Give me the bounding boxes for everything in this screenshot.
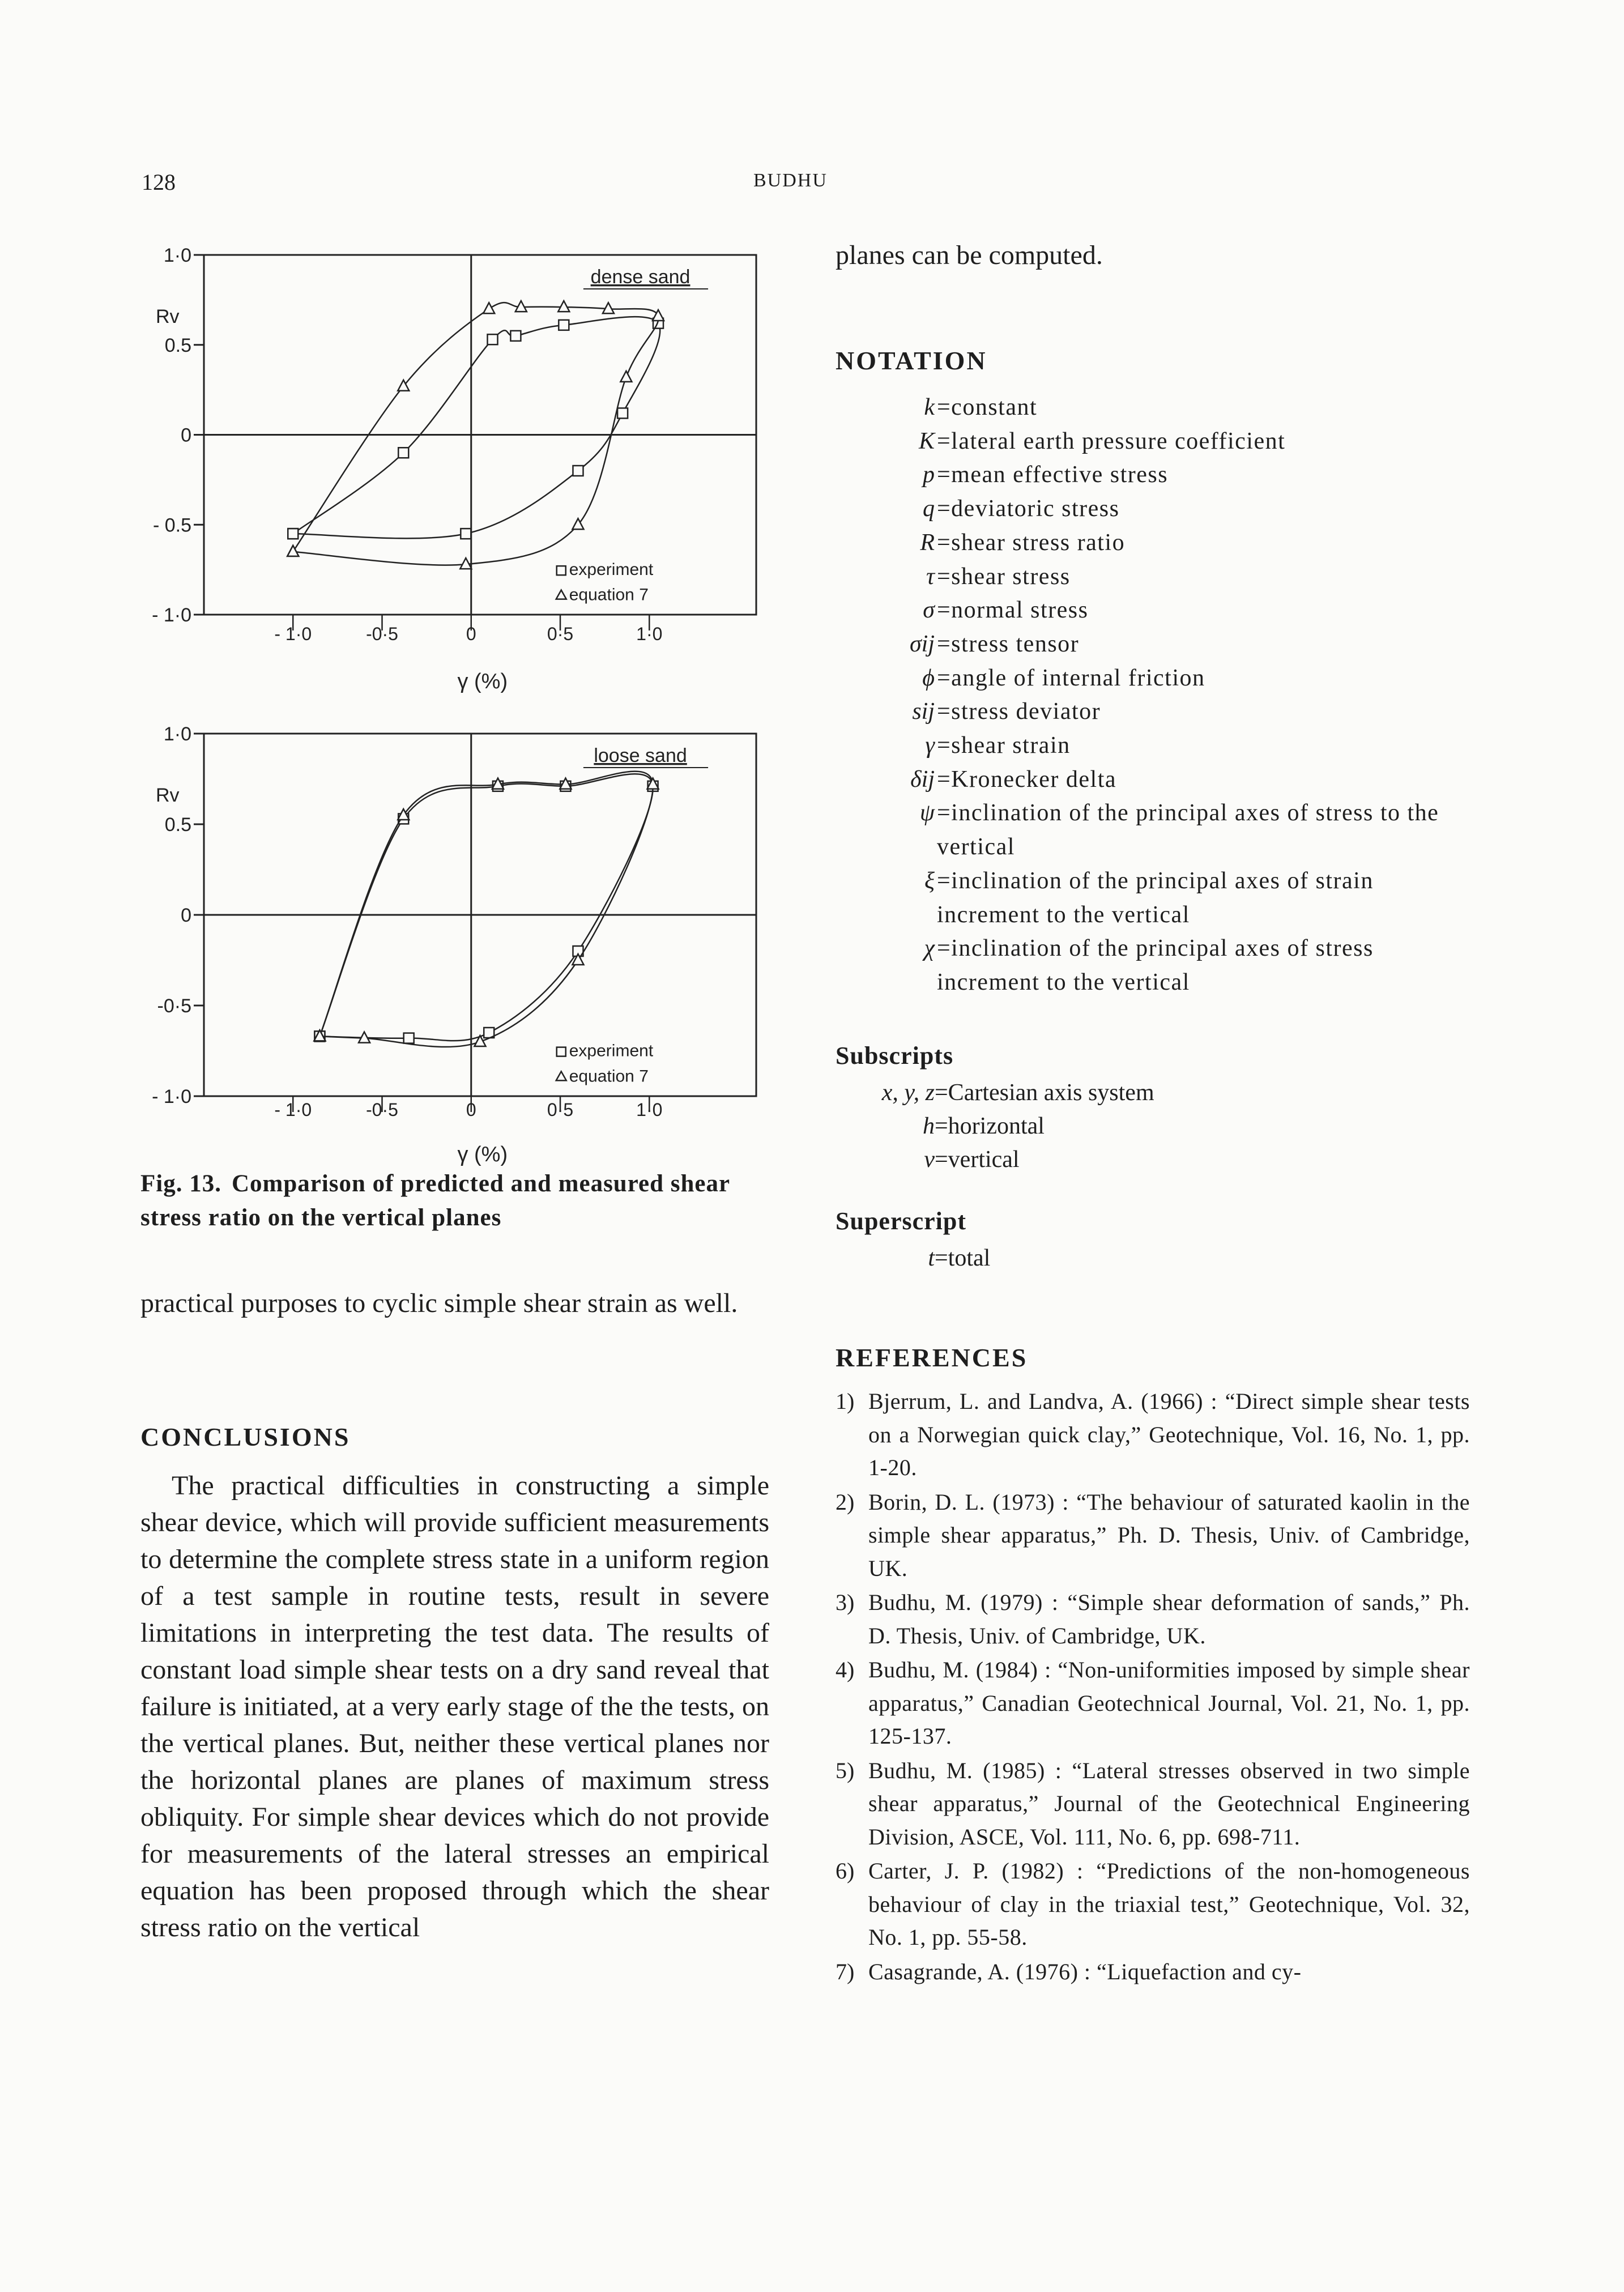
chart1-point-equation7 — [483, 303, 495, 313]
list-item — [836, 492, 1493, 526]
list-item — [836, 458, 1493, 492]
reference-text: Casagrande, A. (1976) : “Liquefaction and cy- — [868, 1958, 1302, 1984]
chart1-legend-square-icon — [557, 566, 566, 575]
definition: =shear stress — [937, 563, 1071, 590]
symbol: ξ — [924, 867, 935, 894]
definition: =inclination of the principal axes of strain increment to the vertical — [937, 867, 1374, 928]
reference-text: Bjerrum, L. and Landva, A. (1966) : “Direct simple shear tests on a Norwegian quick clay,” Geotechnique, Vol. 16, No. 1, pp. 1-20. — [868, 1388, 1470, 1480]
chart2-x-tick-label: 1·0 — [636, 1100, 663, 1120]
chart1-series-experiment-line — [293, 317, 660, 538]
list-item — [836, 729, 1493, 763]
chart1-legend-equation7: equation 7 — [569, 585, 649, 604]
chart1-point-experiment — [573, 466, 583, 476]
list-item — [836, 932, 1493, 999]
definition: =deviatoric stress — [937, 496, 1120, 522]
reference-text: Budhu, M. (1979) : “Simple shear deformation of sands,” Ph. D. Thesis, Univ. of Cambridge, UK. — [868, 1590, 1470, 1648]
definition: =Cartesian axis system — [935, 1080, 1154, 1106]
conclusions-heading: CONCLUSIONS — [140, 1422, 351, 1451]
reference-number: 5) — [836, 1757, 855, 1783]
figure-caption-text: Comparison of predicted and measured shear stress ratio on the vertical planes — [140, 1170, 730, 1231]
list-item — [836, 662, 1493, 696]
list-item — [836, 695, 1493, 729]
symbol: σ — [923, 597, 935, 624]
symbol: t — [928, 1245, 935, 1271]
references-heading: REFERENCES — [836, 1343, 1028, 1372]
definition: =constant — [937, 394, 1038, 420]
chart2-y-tick-label: - 1·0 — [152, 1086, 191, 1107]
chart2-y-tick-label: -0·5 — [157, 995, 191, 1017]
symbol: R — [920, 529, 935, 556]
chart1-point-equation7 — [620, 371, 632, 382]
chart1-y-tick-label: 0 — [181, 424, 191, 446]
symbol: v — [924, 1147, 935, 1173]
chart2-series-experiment-line — [319, 774, 653, 1041]
chart1-point-experiment — [488, 334, 498, 344]
symbol: x, y, z — [881, 1080, 935, 1106]
reference-text: Budhu, M. (1985) : “Lateral stresses observed in two simple shear apparatus,” Journal of the Geotechnical Engineering Division, ASCE, Vol. 111, No. 6, pp. 698-711. — [868, 1757, 1470, 1850]
running-head: BUDHU — [753, 170, 828, 191]
list-item — [836, 560, 1493, 594]
reference-item — [836, 1754, 1470, 1854]
chart1-point-experiment — [288, 529, 298, 539]
symbol: q — [923, 496, 935, 522]
chart1-point-experiment — [617, 408, 628, 418]
chart1-x-label: γ (%) — [457, 670, 508, 693]
reference-number: 6) — [836, 1858, 855, 1884]
chart2-x-tick-label: -0·5 — [366, 1100, 398, 1120]
reference-text: Borin, D. L. (1973) : “The behaviour of saturated kaolin in the simple shear apparatus,” Ph. D. Thesis, Univ. of Cambridge, UK. — [868, 1489, 1470, 1581]
chart1-point-experiment — [461, 529, 471, 539]
chart2-legend-experiment: experiment — [569, 1041, 654, 1060]
list-item — [836, 1110, 1459, 1143]
chart1-x-tick-label: 0·5 — [547, 624, 574, 644]
chart1-x-tick-label: 0 — [466, 624, 476, 644]
reference-text: Carter, J. P. (1982) : “Predictions of the non-homogeneous behaviour of clay in the triaxial test,” Geotechnique, Vol. 32, No. 1, pp. 55-58. — [868, 1858, 1470, 1950]
subscripts-list — [836, 1076, 1459, 1177]
page-number: 128 — [142, 169, 176, 195]
chart2-x-label: γ (%) — [457, 1143, 508, 1166]
definition: =vertical — [935, 1147, 1020, 1173]
chart1-series-equation7-line — [293, 303, 658, 565]
definition: =shear strain — [937, 732, 1071, 759]
list-item — [836, 425, 1493, 459]
symbol: sij — [912, 698, 935, 725]
chart1-y-label: Rv — [156, 306, 180, 327]
chart2-y-tick-label: 0.5 — [164, 814, 191, 836]
chart2-y-tick-label: 1·0 — [163, 723, 191, 745]
definition: =stress deviator — [937, 698, 1101, 725]
superscript-heading: Superscript — [836, 1207, 966, 1235]
left-continuation-paragraph: practical purposes to cyclic simple shear strain as well. — [140, 1288, 738, 1318]
right-continuation-paragraph: planes can be computed. — [836, 240, 1103, 270]
list-item — [836, 594, 1493, 628]
chart1-x-tick-label: - 1·0 — [274, 624, 312, 644]
list-item — [836, 1242, 1459, 1275]
definition: =stress tensor — [937, 630, 1080, 657]
symbol: k — [924, 394, 935, 420]
list-item — [836, 763, 1493, 797]
list-item — [836, 864, 1493, 932]
reference-item — [836, 1956, 1470, 1989]
figure-label: Fig. 13. — [140, 1170, 221, 1197]
list-item — [836, 526, 1493, 560]
list-item — [836, 628, 1493, 662]
symbol: γ — [925, 732, 935, 759]
symbol: δij — [910, 766, 935, 793]
reference-number: 4) — [836, 1657, 855, 1682]
chart1-point-equation7 — [287, 546, 299, 556]
reference-item — [836, 1654, 1470, 1753]
reference-number: 7) — [836, 1958, 855, 1984]
chart1-y-tick-label: 1·0 — [163, 245, 191, 266]
chart1-y-tick-label: - 1·0 — [152, 604, 191, 626]
symbol: χ — [924, 935, 935, 962]
chart1-title: dense sand — [590, 266, 690, 288]
references-list — [836, 1385, 1470, 1989]
chart2-x-tick-label: - 1·0 — [274, 1100, 312, 1120]
reference-text: Budhu, M. (1984) : “Non-uniformities imposed by simple shear apparatus,” Canadian Geotechnical Journal, Vol. 21, No. 1, pp. 125-137. — [868, 1657, 1470, 1749]
figure-caption — [140, 1167, 769, 1235]
chart2-y-tick-label: 0 — [181, 905, 191, 926]
symbol: K — [918, 428, 935, 454]
chart2-x-tick-label: 0 — [466, 1100, 476, 1120]
symbol: p — [923, 462, 935, 488]
reference-number: 1) — [836, 1388, 855, 1414]
chart2-point-experiment — [404, 1033, 414, 1043]
conclusions-paragraph: The practical difficulties in constructing a simple shear device, which will provide sufficient measurements to determine the complete stress state in a uniform region of a test sample in routine tests, result in severe limitations in interpreting the test data. The results of constant load simple shear tests on a dry sand reveal that failure is initiated, at a very early stage of the the tests, on the vertical planes. But, neither these vertical planes nor the horizontal planes are planes of maximum stress obliquity. For simple shear devices which do not provide for measurements of the lateral stresses an empirical equation has been proposed through which the shear stress ratio on the vertical — [140, 1471, 769, 1942]
definition: =normal stress — [937, 597, 1089, 624]
chart2-y-label: Rv — [156, 785, 180, 806]
list-item — [836, 1143, 1459, 1177]
chart2-legend-equation7: equation 7 — [569, 1067, 649, 1086]
subscripts-heading: Subscripts — [836, 1042, 954, 1070]
chart1-legend-triangle-icon — [556, 590, 566, 599]
definition: =horizontal — [935, 1113, 1045, 1139]
chart2-legend-triangle-icon — [556, 1071, 566, 1080]
definition: =lateral earth pressure coefficient — [937, 428, 1286, 454]
chart1-x-tick-label: -0·5 — [366, 624, 398, 644]
symbol: τ — [926, 563, 935, 590]
symbol: ϕ — [922, 664, 935, 691]
chart1-point-experiment — [510, 331, 521, 341]
list-item — [836, 1076, 1459, 1110]
chart1-point-equation7 — [558, 301, 569, 312]
definition: =Kronecker delta — [937, 766, 1117, 793]
symbol: ψ — [919, 800, 935, 827]
list-item — [836, 796, 1493, 864]
chart1-point-experiment — [559, 320, 569, 330]
notation-list — [836, 391, 1493, 1000]
symbol: h — [923, 1113, 935, 1139]
definition: =inclination of the principal axes of stress to the vertical — [937, 800, 1439, 860]
chart1-x-tick-label: 1·0 — [636, 624, 663, 644]
notation-heading: NOTATION — [836, 346, 987, 375]
definition: =inclination of the principal axes of stress increment to the vertical — [937, 935, 1374, 995]
reference-number: 2) — [836, 1489, 855, 1515]
chart1-y-tick-label: 0.5 — [164, 334, 191, 356]
list-item — [836, 391, 1493, 425]
definition: =angle of internal friction — [937, 664, 1205, 691]
reference-item — [836, 1855, 1470, 1954]
definition: =total — [935, 1245, 991, 1271]
chart1-legend-experiment: experiment — [569, 560, 654, 580]
chart2-title: loose sand — [594, 745, 687, 766]
chart2-x-tick-label: 0·5 — [547, 1100, 574, 1120]
superscripts-list — [836, 1242, 1459, 1275]
reference-item — [836, 1586, 1470, 1652]
chart2-legend-square-icon — [557, 1047, 566, 1056]
definition: =shear stress ratio — [937, 529, 1126, 556]
symbol: σij — [909, 630, 935, 657]
chart1-point-experiment — [398, 448, 408, 458]
reference-number: 3) — [836, 1590, 855, 1615]
reference-item — [836, 1385, 1470, 1485]
definition: =mean effective stress — [937, 462, 1169, 488]
reference-item — [836, 1486, 1470, 1586]
chart1-y-tick-label: - 0.5 — [152, 514, 191, 536]
